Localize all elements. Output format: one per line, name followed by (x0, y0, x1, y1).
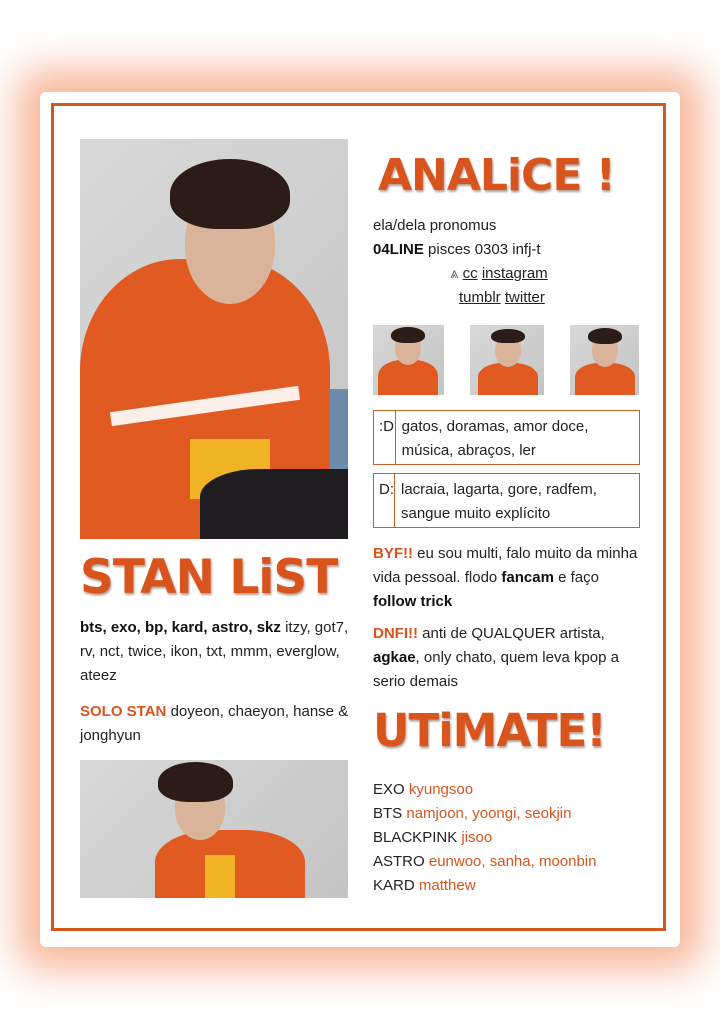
line-bold: 04LINE (373, 241, 424, 258)
ao3-icon: ⩓ (450, 265, 459, 282)
likes-value: gatos, doramas, amor doce, música, abraços, ler (401, 418, 589, 459)
ultimate-group: KARD (373, 877, 415, 894)
ultimate-list (373, 778, 653, 898)
ultimate-members: jisoo (461, 829, 493, 846)
stan-list-title: STAN LiST (80, 550, 338, 605)
thumbnail-2 (470, 325, 544, 395)
ultimate-row-bts (373, 802, 653, 826)
ultimate-group: BLACKPINK (373, 829, 458, 846)
dislikes-key: D: (374, 474, 395, 527)
line-info (373, 238, 541, 262)
dnfi-label: DNFI!! (373, 625, 418, 642)
thumbnail-3 (570, 325, 639, 395)
stan-other-groups: itzy, got7, rv, nct, twice, ikon, txt, mmm, everglow, ateez (80, 619, 349, 684)
likes-box (373, 410, 640, 465)
ultimate-row-astro (373, 850, 653, 874)
ultimate-title: UTiMATE! (373, 704, 606, 757)
dnfi-text-1: anti de QUALQUER artista, (422, 625, 605, 642)
link-twitter[interactable]: twitter (504, 289, 545, 306)
bottom-photo (80, 760, 348, 898)
main-photo (80, 139, 348, 539)
byf-text-2: e faço (558, 569, 599, 586)
byf-text-1: eu sou multi, falo muito da minha vida pessoal. flodo (373, 545, 638, 586)
stan-list-text (80, 616, 350, 688)
link-tumblr[interactable]: tumblr (459, 289, 501, 306)
line-rest: pisces 0303 infj-t (428, 241, 541, 258)
links-row-1 (450, 262, 548, 286)
ultimate-members: kyungsoo (408, 781, 474, 798)
link-cc[interactable]: cc (462, 265, 478, 282)
ultimate-members: eunwoo, sanha, moonbin (428, 853, 597, 870)
dnfi-bold-1: agkae (373, 649, 416, 666)
profile-name: ANALiCE ! (378, 150, 615, 201)
link-instagram[interactable]: instagram (481, 265, 548, 282)
stan-bold-groups: bts, exo, bp, kard, astro, skz (80, 619, 281, 636)
thumbnail-1 (373, 325, 444, 395)
likes-key: :D (374, 411, 396, 464)
byf-label: BYF!! (373, 545, 413, 562)
ultimate-group: BTS (373, 805, 403, 822)
ultimate-members: namjoon, yoongi, seokjin (406, 805, 572, 822)
ultimate-row-blackpink (373, 826, 653, 850)
solo-stan-names: doyeon, chaeyon, hanse & jonghyun (80, 703, 349, 744)
ultimate-row-kard (373, 874, 653, 898)
dnfi-text (373, 622, 643, 694)
ultimate-row-exo (373, 778, 653, 802)
byf-text (373, 542, 643, 614)
pronouns: ela/dela pronomus (373, 217, 497, 234)
dnfi-text-2: , only chato, quem leva kpop a serio demais (373, 649, 620, 690)
solo-stan-text (80, 700, 350, 748)
dislikes-box (373, 473, 640, 528)
ultimate-group: EXO (373, 781, 405, 798)
links-row-2 (459, 286, 545, 310)
byf-bold-1: fancam (501, 569, 554, 586)
byf-bold-2: follow trick (373, 593, 453, 610)
ultimate-group: ASTRO (373, 853, 425, 870)
dislikes-value: lacraia, lagarta, gore, radfem, sangue muito explícito (401, 481, 597, 522)
solo-stan-label: SOLO STAN (80, 703, 167, 720)
ultimate-members: matthew (418, 877, 476, 894)
